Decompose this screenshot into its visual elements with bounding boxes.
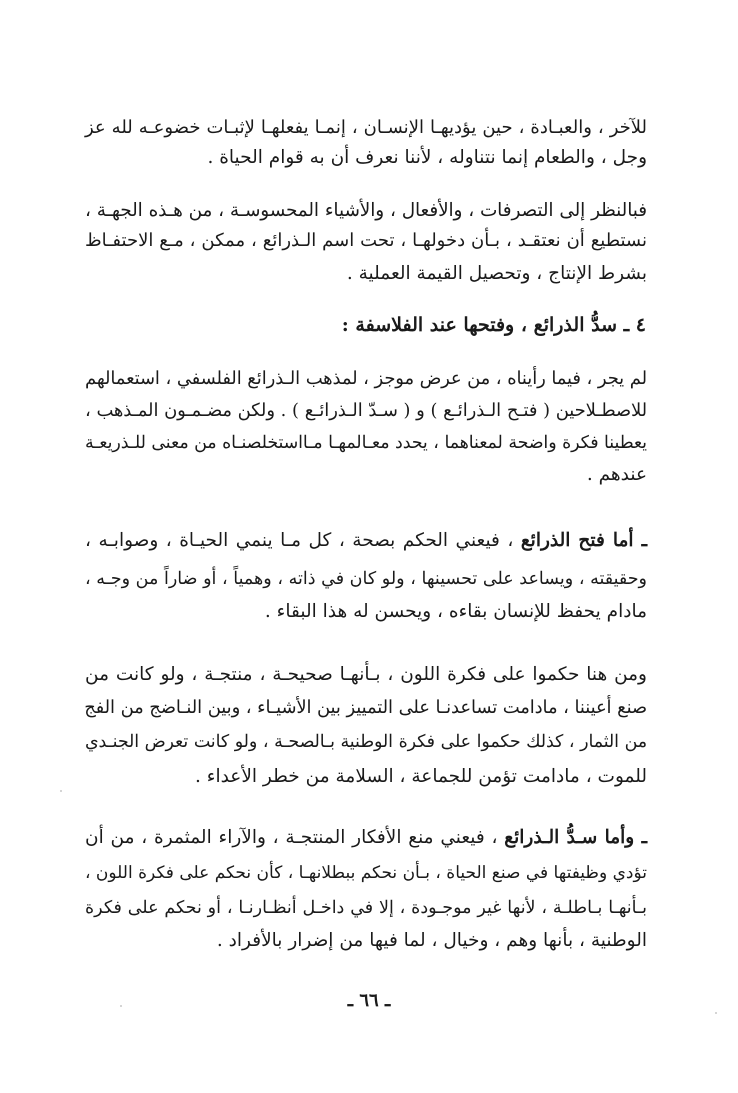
text-line: صنع أعيننا ، مادامت تساعدنـا على التمييز بين الأشيـاء ، وبين النـاضج من الفج — [84, 698, 647, 718]
text-line: من الثمار ، كذلك حكموا على فكرة الوطنية بـالصحـة ، ولو كانت تعرض الجنـدي — [85, 732, 647, 752]
paragraph-lead: ـ وأما سـدُّ الـذرائع — [504, 827, 647, 848]
text-line: للموت ، مادامت تؤمن للجماعة ، السلامة من خطر الأعداء . — [195, 766, 647, 787]
text-line: نستطيع أن نعتقـد ، بـأن دخولهـا ، تحت اسم الـذرائع ، ممكن ، مـع الاحتفـاظ — [85, 230, 647, 251]
text-line: يعطينا فكرة واضحة لمعناهما ، يحدد معـالمهـا مـااستخلصنـاه من معنى للـذريعـة — [85, 433, 647, 453]
text-line: عندهم . — [586, 464, 647, 485]
text-line: وحقيقته ، ويساعد على تحسينها ، ولو كان في ذاته ، وهمياً ، أو ضاراً من وجـه ، — [85, 569, 647, 589]
scan-speck — [120, 1005, 122, 1007]
section-heading: ٤ ـ سدُّ الذرائع ، وفتحها عند الفلاسفة : — [341, 314, 646, 336]
text-line: بـأنهـا بـاطلـة ، لأنها غير موجـودة ، إلا في داخـل أنظـارنـا ، أو نحكم على فكرة — [85, 898, 648, 918]
scan-speck — [60, 790, 62, 792]
text-line: للآخر ، والعبـادة ، حين يؤديهـا الإنسـان ، إنمـا يفعلهـا لإثبـات خضوعـه لله عز — [85, 117, 647, 138]
text-line — [85, 823, 647, 853]
text-line: مادام يحفظ للإنسان بقاءه ، ويحسن له هذا البقاء . — [264, 601, 647, 622]
text-line: فبالنظر إلى التصرفات ، والأفعال ، والأشياء المحسوسـة ، من هـذه الجهـة ، — [85, 200, 647, 221]
text-line — [85, 526, 647, 556]
text-line: تؤدي وظيفتها في صنع الحياة ، بـأن نحكم ببطلانهـا ، كأن نحكم على فكرة اللون ، — [85, 863, 647, 883]
text-line: الوطنية ، بأنها وهم ، وخيال ، لما فيها من إضرار بالأفراد . — [216, 930, 647, 951]
text-line: بشرط الإنتاج ، وتحصيل القيمة العملية . — [346, 263, 647, 284]
page-number: ـ ٦٦ ـ — [347, 990, 391, 1011]
text-span: ، فيعني منع الأفكار المنتجـة ، والآراء المثمرة ، من أن — [85, 827, 498, 848]
paragraph-lead: ـ أما فتح الذرائع — [520, 530, 647, 551]
text-span: ، فيعني الحكم بصحة ، كل مـا ينمي الحيـاة ، وصوابـه ، — [85, 530, 514, 551]
text-line: وجل ، والطعام إنما نتناوله ، لأننا نعرف أن به قوام الحياة . — [207, 147, 647, 168]
text-line: للاصطـلاحين ( فتـح الـذرائـع ) و ( سـدّ الـذرائـع ) . ولكن مضـمـون المـذهب ، — [85, 401, 647, 421]
text-line: لم يجر ، فيما رأيناه ، من عرض موجز ، لمذهب الـذرائع الفلسفي ، استعمالهم — [85, 369, 647, 389]
text-line: ومن هنا حكموا على فكرة اللون ، بـأنهـا صحيحـة ، منتجـة ، ولو كانت من — [85, 664, 647, 685]
scan-speck — [715, 1012, 717, 1014]
